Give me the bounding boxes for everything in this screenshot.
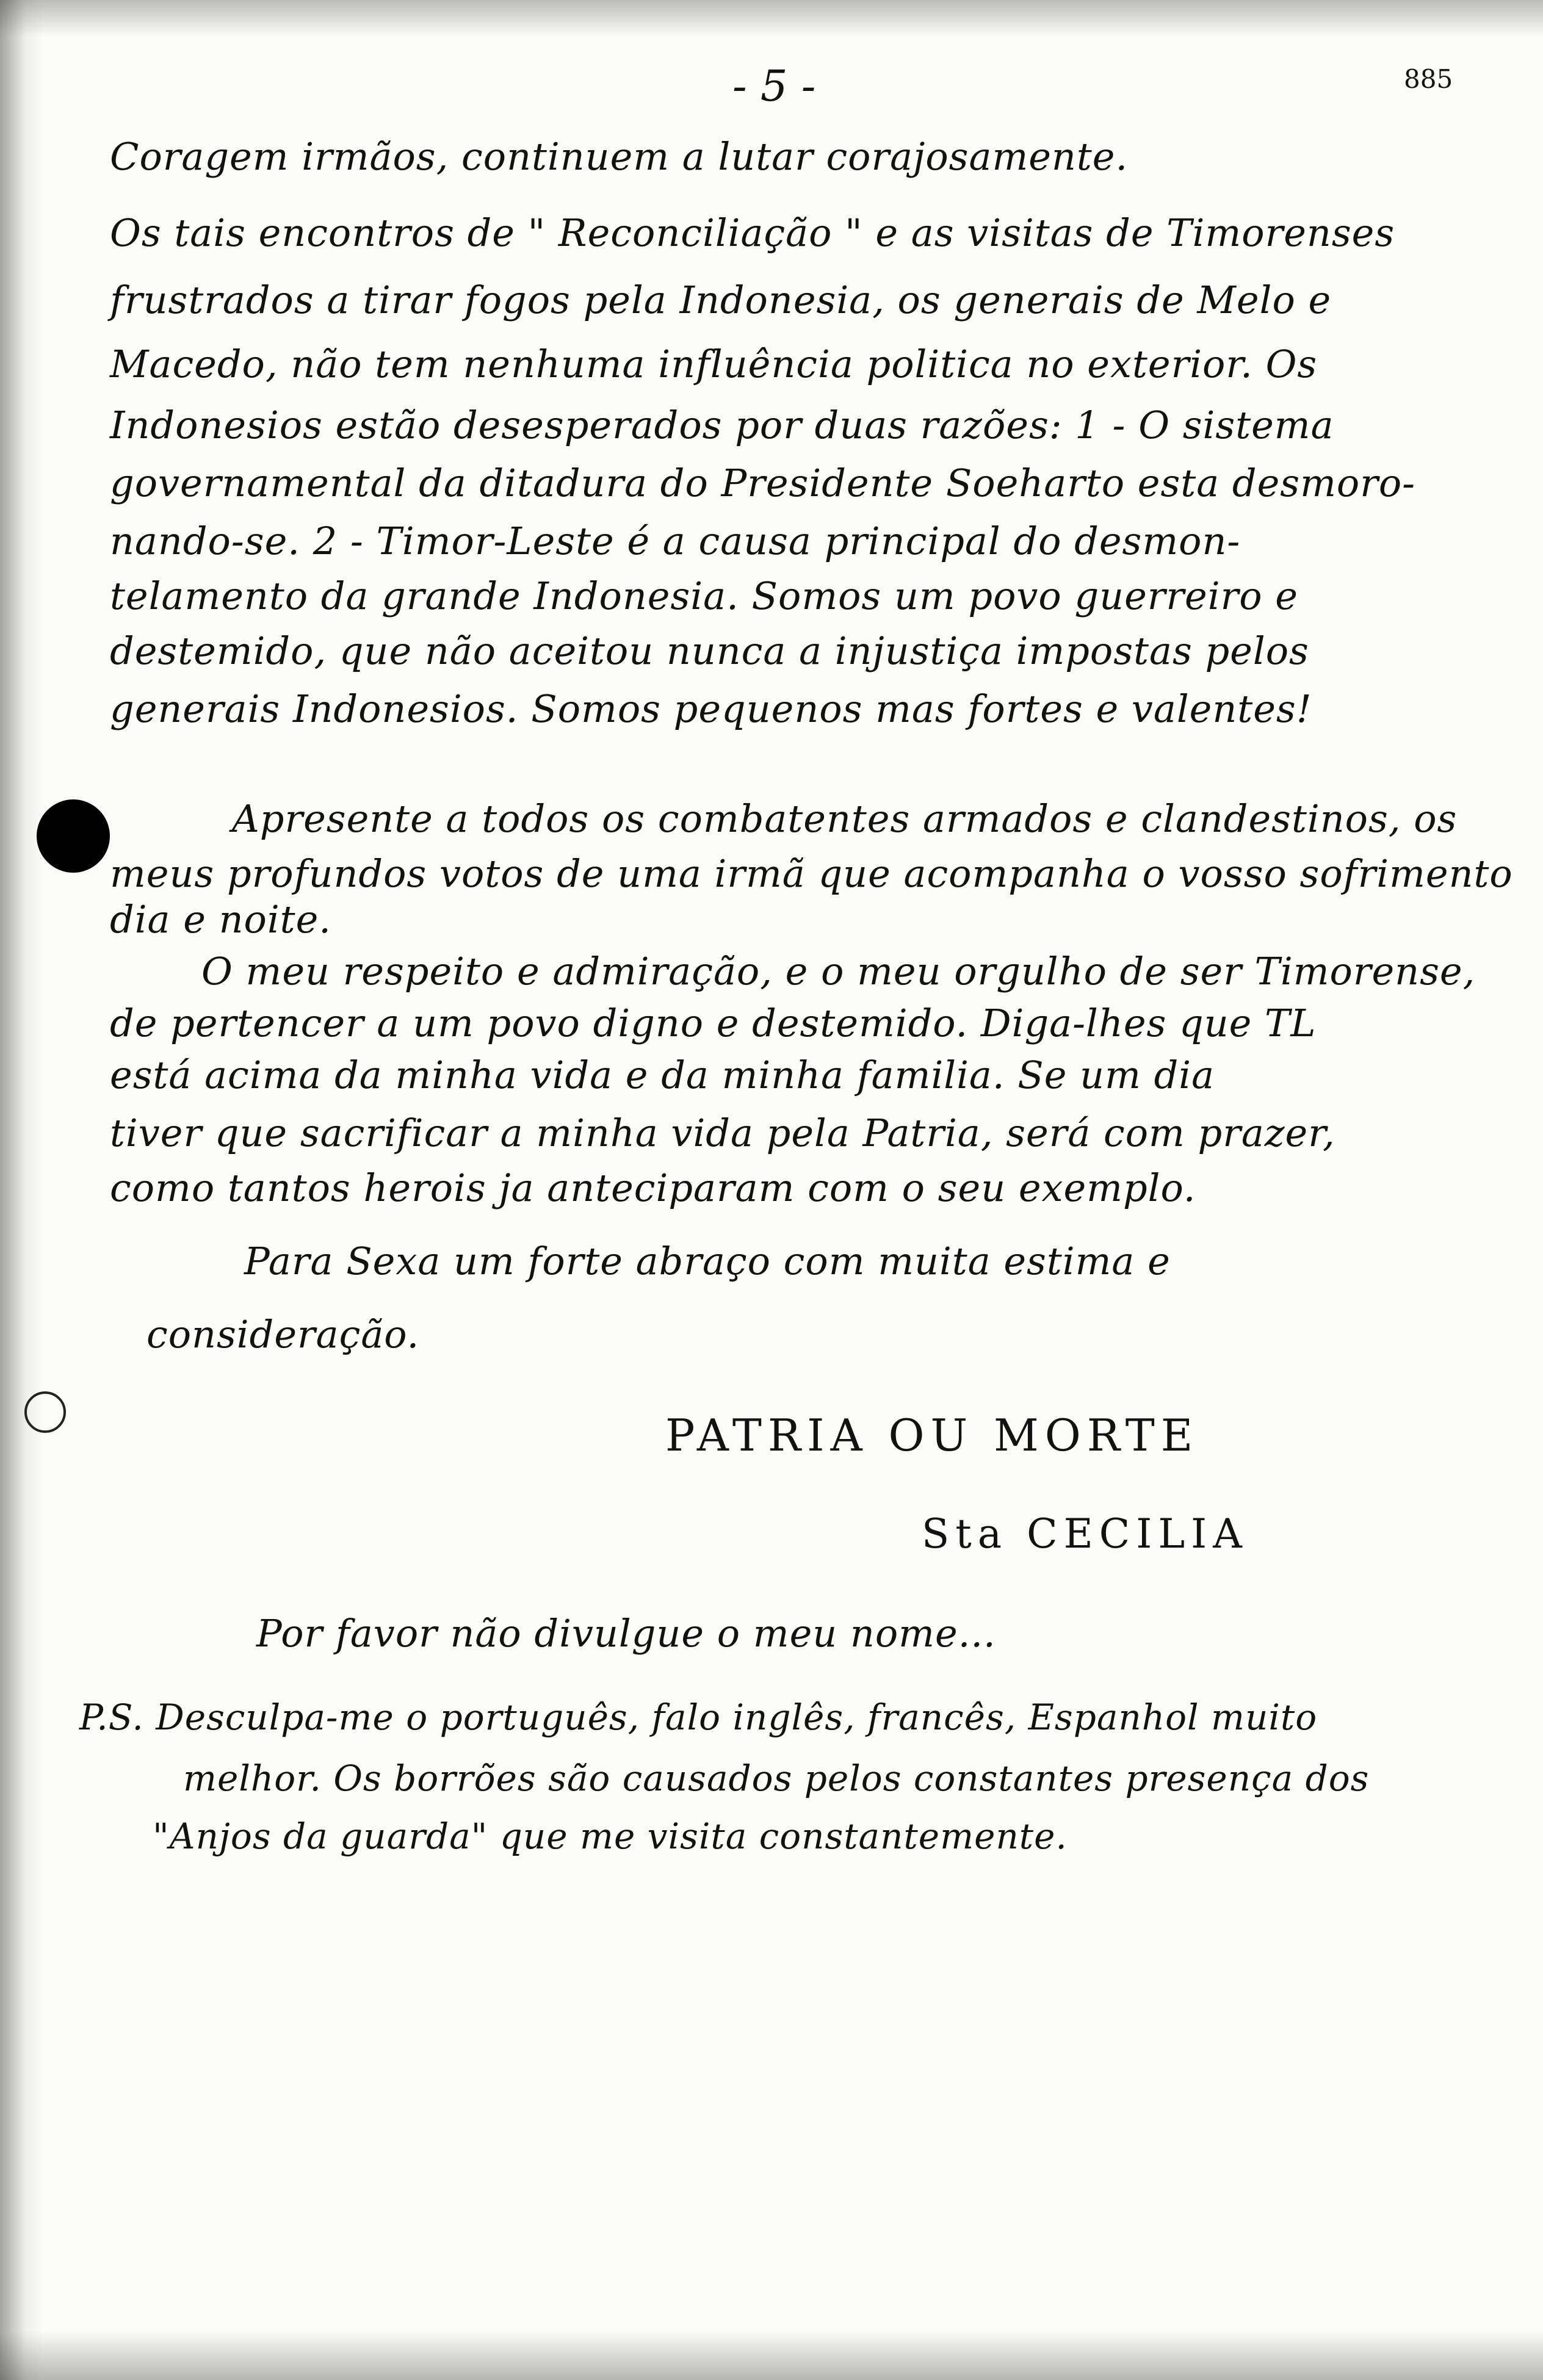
postscript-line: P.S. Desculpa-me o português, falo inglês, francês, Espanhol muito [79, 1697, 1318, 1738]
letter-line: frustrados a tirar fogos pela Indonesia, os generais de Melo e [110, 278, 1332, 322]
letter-line: Macedo, não tem nenhuma influência politica no exterior. Os [110, 342, 1318, 386]
letter-line: nando-se. 2 - Timor-Leste é a causa principal do desmon- [110, 519, 1241, 563]
scan-edge-shadow-bottom [0, 2331, 1543, 2380]
letter-line: está acima da minha vida e da minha familia. Se um dia [110, 1053, 1215, 1097]
letter-line: governamental da ditadura do Presidente Soeharto esta desmoro- [110, 461, 1416, 505]
letter-line: tiver que sacrificar a minha vida pela Patria, será com prazer, [110, 1111, 1335, 1155]
scan-edge-shadow-top [0, 0, 1543, 37]
scan-edge-shadow-left [0, 0, 43, 2380]
postscript-line: "Anjos da guarda" que me visita constantemente. [153, 1816, 1068, 1857]
letter-line: Os tais encontros de " Reconciliação " e as visitas de Timorenses [110, 211, 1395, 255]
letter-line: meus profundos votos de uma irmã que acompanha o vosso sofrimento [110, 851, 1513, 896]
signature: Sta CECILIA [922, 1510, 1248, 1557]
punch-hole-ring [24, 1391, 66, 1433]
anonymity-request: Por favor não divulgue o meu nome... [256, 1611, 996, 1656]
postscript-line: melhor. Os borrões são causados pelos constantes presença dos [183, 1758, 1370, 1799]
letter-line: Apresente a todos os combatentes armados e clandestinos, os [232, 796, 1458, 841]
motto: PATRIA OU MORTE [665, 1410, 1199, 1461]
page-number: - 5 - [732, 61, 816, 111]
letter-line: como tantos herois ja anteciparam com o seu exemplo. [110, 1166, 1196, 1210]
letter-line: generais Indonesios. Somos pequenos mas fortes e valentes! [110, 687, 1312, 731]
letter-line: telamento da grande Indonesia. Somos um povo guerreiro e [110, 574, 1298, 618]
document-id-stamp: 885 [1404, 64, 1453, 94]
punch-hole-filled [37, 799, 110, 873]
letter-line: Indonesios estão desesperados por duas razões: 1 - O sistema [110, 403, 1334, 447]
letter-line: de pertencer a um povo digno e destemido. Diga-lhes que TL [110, 1001, 1317, 1045]
letter-line: consideração. [146, 1312, 420, 1357]
letter-line: O meu respeito e admiração, e o meu orgulho de ser Timorense, [201, 949, 1476, 993]
letter-line: dia e noite. [110, 897, 331, 942]
letter-line: destemido, que não aceitou nunca a injustiça impostas pelos [110, 629, 1309, 673]
letter-line: Para Sexa um forte abraço com muita estima e [244, 1239, 1171, 1283]
letter-line: Coragem irmãos, continuem a lutar corajosamente. [110, 134, 1129, 179]
